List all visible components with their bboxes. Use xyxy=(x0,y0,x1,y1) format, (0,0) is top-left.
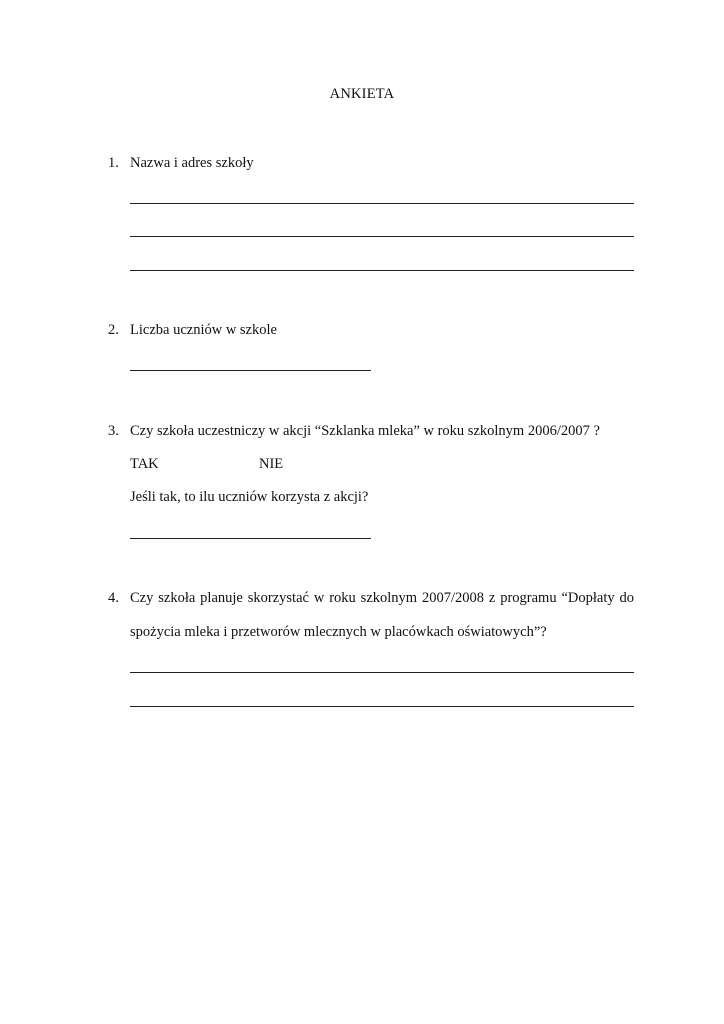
answer-line-2[interactable] xyxy=(130,370,371,371)
answer-line-4a[interactable] xyxy=(130,672,634,673)
question-3-followup: Jeśli tak, to ilu uczniów korzysta z akcji? xyxy=(130,489,369,505)
question-4-text-line-2: spożycia mleka i przetworów mlecznych w placówkach oświatowych”? xyxy=(130,624,547,640)
question-2-number: 2. xyxy=(108,322,119,338)
question-4-number: 4. xyxy=(108,590,119,606)
page-title: ANKIETA xyxy=(329,86,395,102)
answer-line-1a[interactable] xyxy=(130,203,634,204)
question-3-number: 3. xyxy=(108,423,119,439)
answer-line-3[interactable] xyxy=(130,538,371,539)
question-3-text: Czy szkoła uczestniczy w akcji “Szklanka mleka” w roku szkolnym 2006/2007 ? xyxy=(130,423,600,439)
question-1-number: 1. xyxy=(108,155,119,171)
question-1-text: Nazwa i adres szkoły xyxy=(130,155,254,171)
answer-line-1c[interactable] xyxy=(130,270,634,271)
option-tak[interactable]: TAK xyxy=(130,456,159,472)
answer-line-1b[interactable] xyxy=(130,236,634,237)
answer-line-4b[interactable] xyxy=(130,706,634,707)
question-4-text-line-1: Czy szkoła planuje skorzystać w roku szkolnym 2007/2008 z programu “Dopłaty do xyxy=(130,590,634,606)
question-2-text: Liczba uczniów w szkole xyxy=(130,322,277,338)
option-nie[interactable]: NIE xyxy=(259,456,284,472)
